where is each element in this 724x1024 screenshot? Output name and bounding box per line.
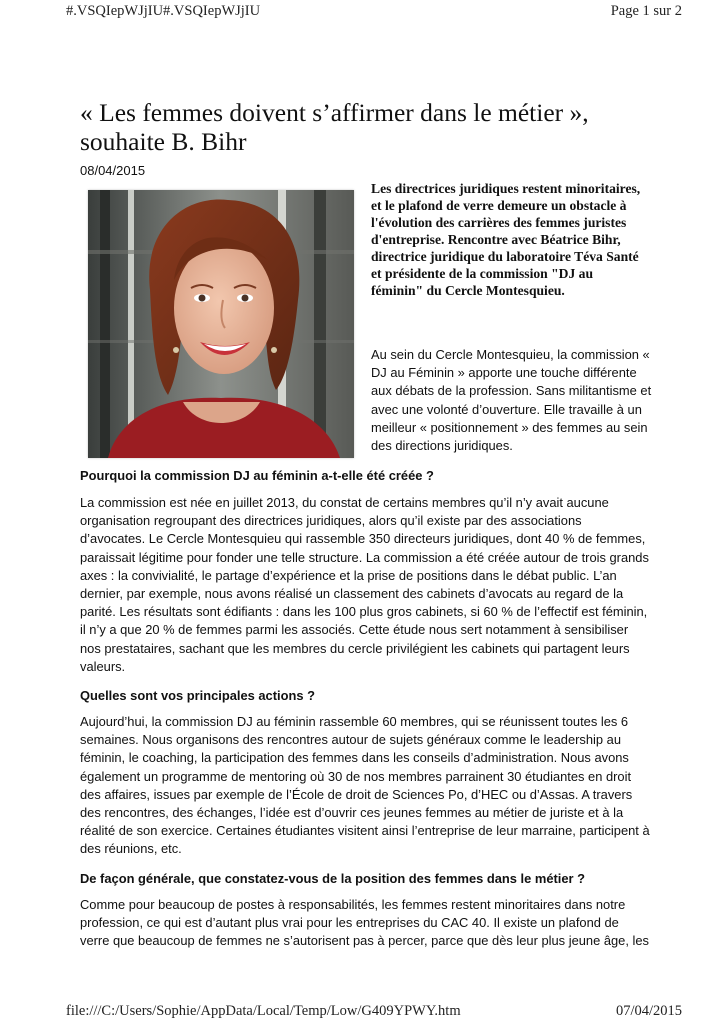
article-intro: Au sein du Cercle Montesquieu, la commission « DJ au Féminin » apporte une touche différente aux débats de la profession. Sans militantisme et avec une volonté d’ouverture. Elle travaille à un meilleur « positionnement » des femmes au sein des directions juridiques.	[371, 347, 652, 454]
article-date: 08/04/2015	[80, 163, 146, 178]
article-title: « Les femmes doivent s’affirmer dans le métier », souhaite B. Bihr	[80, 98, 589, 156]
page-number: Page 1 sur 2	[610, 3, 682, 19]
question-2: Quelles sont vos principales actions ?	[80, 688, 315, 703]
question-3: De façon générale, que constatez-vous de la position des femmes dans le métier ?	[80, 871, 586, 886]
portrait-photo	[88, 190, 354, 458]
print-date: 07/04/2015	[615, 1003, 682, 1019]
question-1: Pourquoi la commission DJ au féminin a-t-elle été créée ?	[80, 468, 434, 483]
answer-2: Aujourd’hui, la commission DJ au féminin rassemble 60 membres, qui se réunissent toutes les 6 semaines. Nous organisons des rencontres autour de sujets généraux comme le leadership au féminin, le coaching, la participation des femmes dans les conseils d’administration. Nous avons également un programme de mentoring où 30 de nos membres parrainent 30 étudiantes en droit des affaires, issues par exemple de l’École de droit de Sciences Po, d’HEC ou d’Assas. A travers des rencontres, des échanges, l’idée est d’ouvrir ces jeunes femmes au métier de juriste et à la réalité de son exercice. Certaines étudiantes visitent ainsi l’entreprise de leur marraine, participent à des réunions, etc.	[80, 714, 650, 857]
header-url-fragment: #.VSQIepWJjIU#.VSQIepWJjIU	[66, 3, 261, 19]
footer-file-path: file:///C:/Users/Sophie/AppData/Local/Temp/Low/G409YPWY.htm	[66, 1003, 461, 1019]
article-lead: Les directrices juridiques restent minoritaires, et le plafond de verre demeure un obstacle à l'évolution des carrières des femmes juristes d'entreprise. Rencontre avec Béatrice Bihr, directrice juridique du laboratoire Téva Santé et présidente de la commission "DJ au féminin" du Cercle Montesquieu.	[371, 181, 641, 298]
answer-3: Comme pour beaucoup de postes à responsabilités, les femmes restent minoritaires dans notre profession, ce qui est d’autant plus vrai pour les entreprises du CAC 40. Il existe un plafond de verre que beaucoup de femmes ne s’autorisent pas à percer, parce que dès leur plus jeune âge, les	[80, 897, 649, 949]
answer-1: La commission est née en juillet 2013, du constat de certains membres qu’il n’y avait aucune organisation regroupant des directrices juridiques, alors qu’il existe par des associations d’avocates. Le Cercle Montesquieu qui rassemble 350 directeurs juridiques, dont 40 % de femmes, paraissait légitime pour fonder une telle structure. La commission a été créée autour de trois grands axes : la convivialité, le partage d’expérience et la prise de positions dans le débat public. L’an dernier, par exemple, nous avons réalisé un classement des cabinets d’avocats au regard de la parité. Les résultats sont édifiants : dans les 100 plus gros cabinets, si 60 % de l’effectif est féminin, il n’y a que 20 % de femmes parmi les associés. Cette étude nous sert notamment à sensibiliser nos prestataires, sachant que les membres du cercle privilégient les cabinets qui partagent leurs valeurs.	[80, 495, 649, 674]
